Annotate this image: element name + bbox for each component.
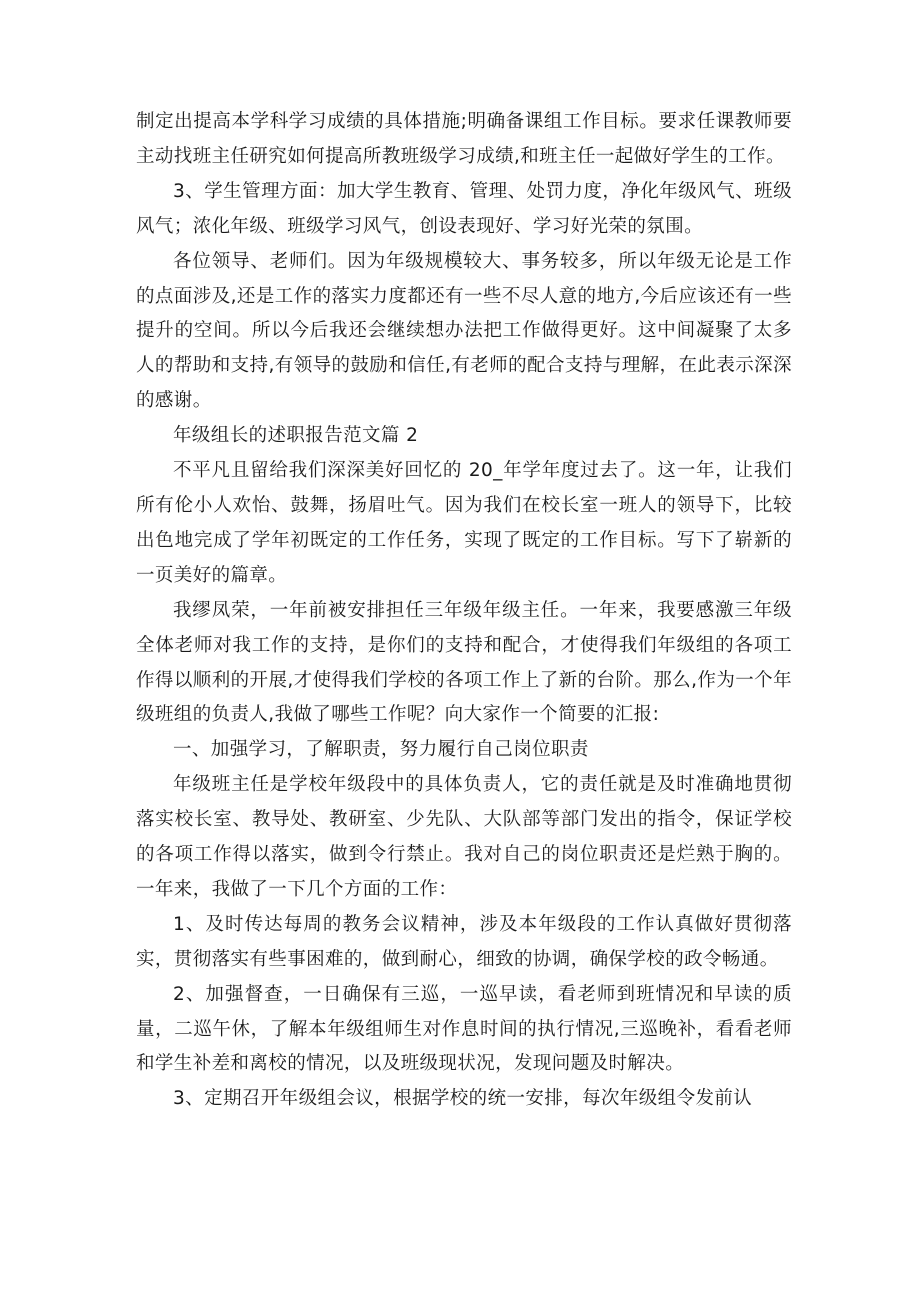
paragraph-9: 1、及时传达每周的教务会议精神，涉及本年级段的工作认真做好贯彻落实，贯彻落实有些事困难的，做到耐心，细致的协调，确保学校的政令畅通。 (136, 913, 792, 970)
paragraph-6: 我缪凤荣，一年前被安排担任三年级年级主任。一年来，我要感激三年级全体老师对我工作的支持，是你们的支持和配合，才使得我们年级组的各项工作得以顺利的开展,才使得我们学校的各项工作上了新的台阶。那么,作为一个年级班组的负责人,我做了哪些工作呢？向大家作一个简要的汇报: (136, 599, 792, 726)
paragraph-10: 2、加强督查，一日确保有三巡，一巡早读，看老师到班情况和早读的质量，二巡午休，了解本年级组师生对作息时间的执行情况,三巡晚补，看看老师和学生补差和离校的情况，以及班级现状况，发现问题及时解决。 (136, 983, 792, 1075)
section-heading-study-duties: 一、加强学习，了解职责，努力履行自己岗位职责 (173, 739, 589, 761)
paragraph-5: 不平凡且留给我们深深美好回忆的 20_年学年度过去了。这一年，让我们所有伦小人欢怡、鼓舞，扬眉吐气。因为我们在校长室一班人的领导下，比较出色地完成了学年初既定的工作任务，实现了既定的工作目标。写下了崭新的一页美好的篇章。 (136, 460, 792, 586)
paragraph-1: 制定出提高本学科学习成绩的具体措施;明确备课组工作目标。要求任课教师要主动找班主任研究如何提高所教班级学习成绩,和班主任一起做好学生的工作。 (136, 111, 792, 167)
document-body (136, 105, 792, 1117)
paragraph-2: 3、学生管理方面：加大学生教育、管理、处罚力度，净化年级风气、班级风气；浓化年级、班级学习风气，创设表现好、学习好光荣的氛围。 (136, 180, 792, 237)
section-heading-report-2: 年级组长的述职报告范文篇 2 (173, 425, 419, 447)
paragraph-3: 各位领导、老师们。因为年级规模较大、事务较多，所以年级无论是工作的点面涉及,还是工作的落实力度都还有一些不尽人意的地方,今后应该还有一些提升的空间。所以今后我还会继续想办法把工作做得更好。这中间凝聚了太多人的帮助和支持,有领导的鼓励和信任,有老师的配合支持与理解，在此表示深深的感谢。 (136, 250, 792, 412)
paragraph-11: 3、定期召开年级组会议，根据学校的统一安排，每次年级组令发前认 (173, 1088, 753, 1110)
paragraph-8: 年级班主任是学校年级段中的具体负责人，它的责任就是及时准确地贯彻落实校长室、教导处、教研室、少先队、大队部等部门发出的指令，保证学校的各项工作得以落实，做到令行禁止。我对自己的岗位职责还是烂熟于胸的。一年来，我做了一下几个方面的工作： (136, 774, 792, 900)
